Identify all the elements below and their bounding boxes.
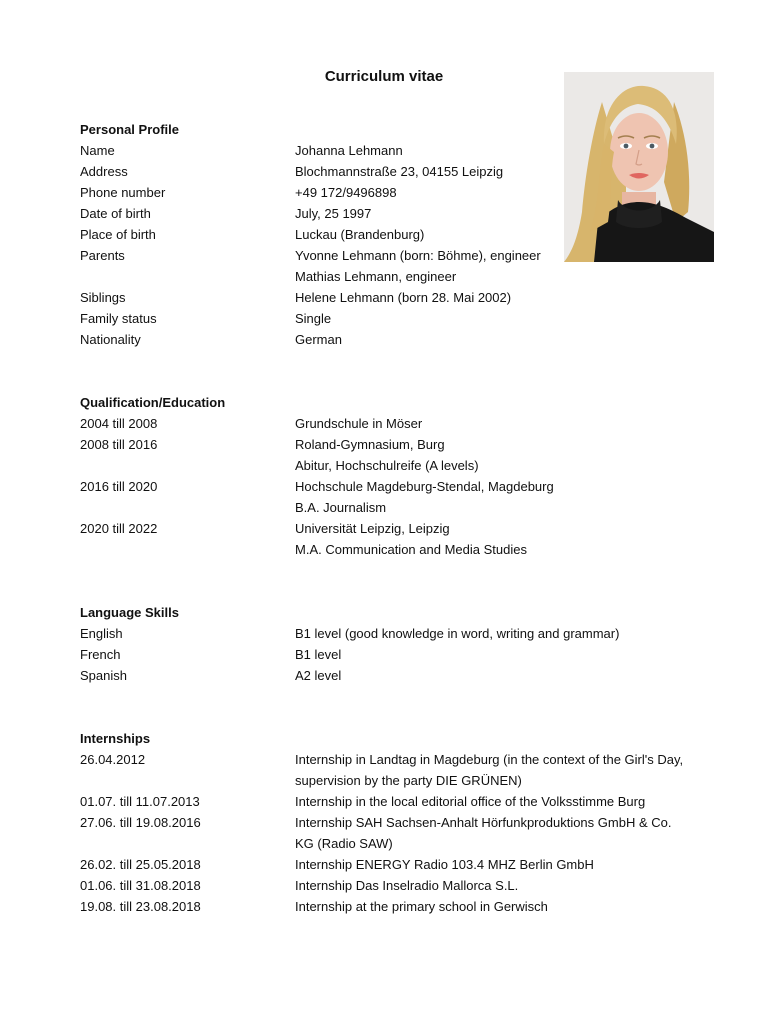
row-values <box>295 203 695 224</box>
row-value: Internship SAH Sachsen-Anhalt Hörfunkproduktions GmbH & Co. <box>295 815 672 830</box>
row-label: Siblings <box>80 290 126 305</box>
row-label: 01.07. till 11.07.2013 <box>80 794 200 809</box>
row-values <box>295 245 695 287</box>
row-values <box>295 161 695 182</box>
cv-section <box>80 392 720 560</box>
cv-section <box>80 119 720 350</box>
row-value: Luckau (Brandenburg) <box>295 227 425 242</box>
row-label: Phone number <box>80 185 166 200</box>
row-value: Roland-Gymnasium, Burg <box>295 437 445 452</box>
row-values <box>295 749 695 791</box>
row-label: 01.06. till 31.08.2018 <box>80 878 201 893</box>
cv-row <box>80 308 720 329</box>
cv-row <box>80 623 720 644</box>
row-values <box>295 644 695 665</box>
page-title: Curriculum vitae <box>324 68 444 85</box>
cv-row <box>80 791 720 812</box>
row-value: A2 level <box>295 668 342 683</box>
row-value: Universität Leipzig, Leipzig <box>295 521 450 536</box>
cv-row <box>80 161 720 182</box>
row-values <box>295 875 695 896</box>
cv-row <box>80 665 720 686</box>
cv-row <box>80 434 720 476</box>
row-values <box>295 182 695 203</box>
row-value: Grundschule in Möser <box>295 416 423 431</box>
cv-row <box>80 413 720 434</box>
cv-section <box>80 728 720 917</box>
row-value: Blochmannstraße 23, 04155 Leipzig <box>295 164 504 179</box>
row-values <box>295 896 695 917</box>
row-value: Yvonne Lehmann (born: Böhme), engineer <box>295 248 541 263</box>
row-values <box>295 329 695 350</box>
row-value: Johanna Lehmann <box>295 143 403 158</box>
row-value: German <box>295 332 342 347</box>
row-value: Internship Das Inselradio Mallorca S.L. <box>295 878 519 893</box>
row-values <box>295 476 695 518</box>
row-value: Helene Lehmann (born 28. Mai 2002) <box>295 290 512 305</box>
row-value: Internship ENERGY Radio 103.4 MHZ Berlin GmbH <box>295 857 594 872</box>
cv-row <box>80 749 720 791</box>
row-value: Abitur, Hochschulreife (A levels) <box>295 458 479 473</box>
row-label: Place of birth <box>80 227 156 242</box>
row-value: Internship in the local editorial office of the Volksstimme Burg <box>295 794 646 809</box>
cv-row <box>80 182 720 203</box>
row-values <box>295 791 695 812</box>
row-label: 19.08. till 23.08.2018 <box>80 899 201 914</box>
cv-row <box>80 875 720 896</box>
row-value: +49 172/9496898 <box>295 185 397 200</box>
row-label: Nationality <box>80 332 141 347</box>
row-label: 2004 till 2008 <box>80 416 158 431</box>
row-value: July, 25 1997 <box>295 206 372 221</box>
cv-row <box>80 245 720 287</box>
row-values <box>295 518 695 560</box>
cv-row <box>80 203 720 224</box>
row-label: 26.02. till 25.05.2018 <box>80 857 201 872</box>
row-label: Address <box>80 164 128 179</box>
row-label: Spanish <box>80 668 127 683</box>
row-values <box>295 854 695 875</box>
cv-row <box>80 518 720 560</box>
cv-row <box>80 476 720 518</box>
row-values <box>295 308 695 329</box>
row-value: Internship in Landtag in Magdeburg (in the context of the Girl's Day, <box>295 752 684 767</box>
row-label: 26.04.2012 <box>80 752 146 767</box>
row-label: French <box>80 647 121 662</box>
row-label: English <box>80 626 123 641</box>
row-value: Internship at the primary school in Gerwisch <box>295 899 548 914</box>
section-title: Personal Profile <box>80 122 179 137</box>
row-value: B1 level <box>295 647 342 662</box>
row-values <box>295 140 695 161</box>
row-label: Family status <box>80 311 157 326</box>
row-label: 2008 till 2016 <box>80 437 158 452</box>
row-values <box>295 812 695 854</box>
row-label: Date of birth <box>80 206 151 221</box>
row-label: Parents <box>80 248 125 263</box>
row-value: Mathias Lehmann, engineer <box>295 269 457 284</box>
cv-row <box>80 644 720 665</box>
cv-row <box>80 224 720 245</box>
row-values <box>295 623 695 644</box>
cv-row <box>80 854 720 875</box>
row-value: supervision by the party DIE GRÜNEN) <box>295 773 522 788</box>
row-values <box>295 287 695 308</box>
cv-sections <box>80 119 720 917</box>
cv-row <box>80 812 720 854</box>
row-value: KG (Radio SAW) <box>295 836 393 851</box>
row-value: Single <box>295 311 332 326</box>
section-title: Internships <box>80 731 151 746</box>
row-label: 27.06. till 19.08.2016 <box>80 815 201 830</box>
cv-section <box>80 602 720 686</box>
row-label: Name <box>80 143 115 158</box>
cv-row <box>80 140 720 161</box>
cv-row <box>80 896 720 917</box>
row-values <box>295 413 695 434</box>
row-value: B.A. Journalism <box>295 500 387 515</box>
row-label: 2020 till 2022 <box>80 521 158 536</box>
row-value: Hochschule Magdeburg-Stendal, Magdeburg <box>295 479 554 494</box>
cv-row <box>80 287 720 308</box>
row-value: B1 level (good knowledge in word, writing and grammar) <box>295 626 620 641</box>
row-value: M.A. Communication and Media Studies <box>295 542 527 557</box>
row-values <box>295 665 695 686</box>
section-title: Language Skills <box>80 605 179 620</box>
cv-row <box>80 329 720 350</box>
section-title: Qualification/Education <box>80 395 226 410</box>
row-values <box>295 434 695 476</box>
row-label: 2016 till 2020 <box>80 479 158 494</box>
row-values <box>295 224 695 245</box>
